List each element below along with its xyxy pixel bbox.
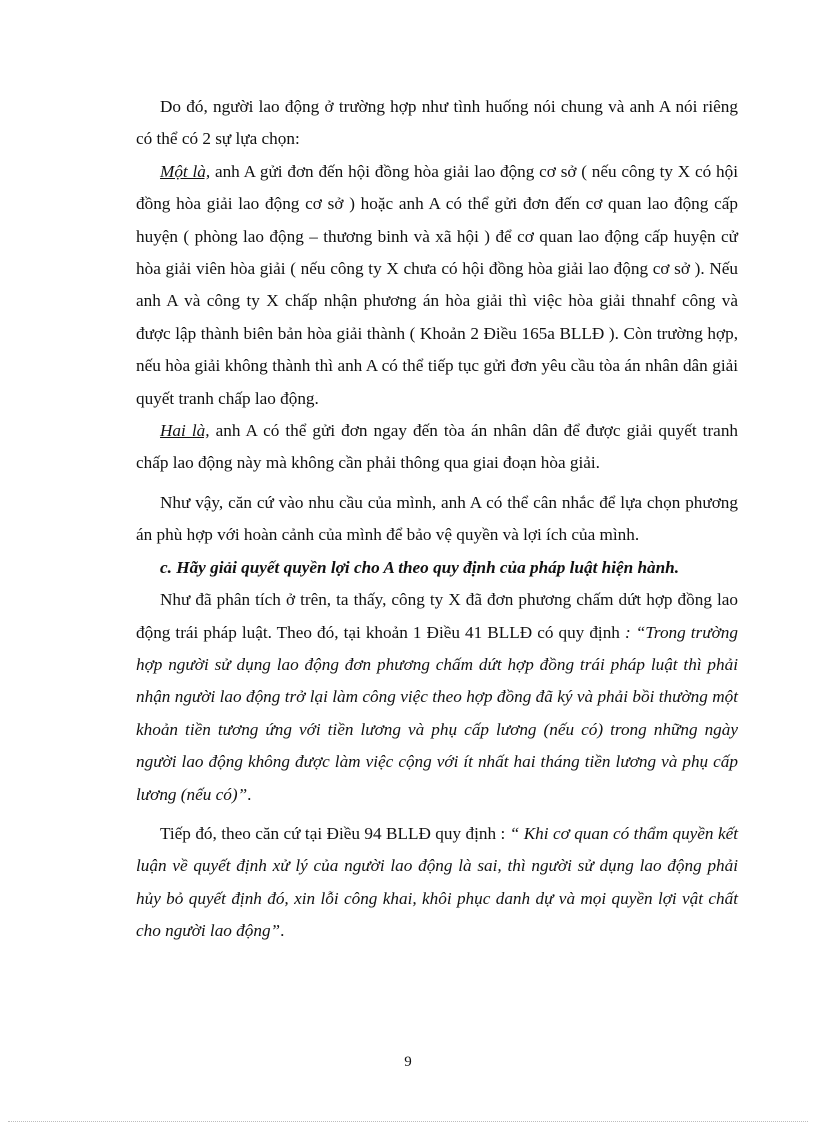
analysis-end: . bbox=[247, 784, 252, 804]
page-number: 9 bbox=[404, 1054, 412, 1070]
paragraph-option-one bbox=[136, 156, 738, 415]
option-one-text: anh A gửi đơn đến hội đồng hòa giải lao động cơ sở ( nếu công ty X có hội đồng hòa giải lao động cơ sở ) hoặc anh A có thể gửi đơn đến cơ quan lao động cấp huyện ( phòng lao động – thương binh và xã hội ) để cơ quan lao động cấp huyện cử hòa giải viên hòa giải ( nếu công ty X chưa có hội đồng hòa giải lao động cơ sở ). Nếu anh A và công ty X chấp nhận phương án hòa giải thì việc hòa giải thnahf công và được lập thành biên bản hòa giải thành ( Khoản 2 Điều 165a BLLĐ ). Còn trường hợp, nếu hòa giải không thành thì anh A có thể tiếp tục gửi đơn yêu cầu tòa án nhân dân giải quyết tranh chấp lao động. bbox=[136, 161, 738, 408]
section-heading: c. Hãy giải quyết quyền lợi cho A theo quy định của pháp luật hiện hành. bbox=[160, 557, 680, 577]
article-94-text: Tiếp đó, theo căn cứ tại Điều 94 BLLĐ quy định : bbox=[160, 823, 510, 843]
option-one-label: Một là, bbox=[160, 161, 211, 181]
paragraph-conclusion: Như vậy, căn cứ vào nhu cầu của mình, anh A có thể cân nhắc để lựa chọn phương án phù hợp với hoàn cảnh của mình để bảo vệ quyền và lợi ích của mình. bbox=[136, 492, 738, 545]
bottom-dotted-border bbox=[8, 1121, 808, 1122]
paragraph-option-two bbox=[136, 415, 738, 480]
page-body bbox=[136, 91, 738, 948]
article-94-quote: “ Khi cơ quan có thẩm quyền kết luận về quyết định xử lý của người lao động là sai, thì người sử dụng lao động phải hủy bỏ quyết định đó, xin lỗi công khai, khôi phục danh dự và mọi quyền lợi vật chất cho người lao động” bbox=[136, 823, 738, 941]
option-two-label: Hai là, bbox=[160, 421, 210, 441]
option-two-text: anh A có thể gửi đơn ngay đến tòa án nhân dân để được giải quyết tranh chấp lao động này mà không cần phải thông qua giai đoạn hòa giải. bbox=[136, 421, 739, 473]
analysis-quote: : “Trong trường hợp người sử dụng lao động đơn phương chấm dứt hợp đồng trái pháp luật thì phải nhận người lao động trở lại làm công việc theo hợp đồng đã ký và phải bồi thường một khoản tiền tương ứng với tiền lương và phụ cấp lương (nếu có) trong những ngày người lao động không được làm việc cộng với ít nhất hai tháng tiền lương và phụ cấp lương (nếu có)” bbox=[136, 622, 738, 804]
paragraph-analysis bbox=[136, 584, 738, 811]
paragraph-intro: Do đó, người lao động ở trường hợp như tình huống nói chung và anh A nói riêng có thể có 2 sự lựa chọn: bbox=[136, 97, 738, 149]
analysis-text: Như đã phân tích ở trên, ta thấy, công ty X đã đơn phương chấm dứt hợp đồng lao động trái pháp luật. Theo đó, tại khoản 1 Điều 41 BLLĐ có quy định bbox=[136, 590, 738, 642]
article-94-end: . bbox=[280, 921, 285, 941]
paragraph-article-94 bbox=[136, 818, 738, 948]
